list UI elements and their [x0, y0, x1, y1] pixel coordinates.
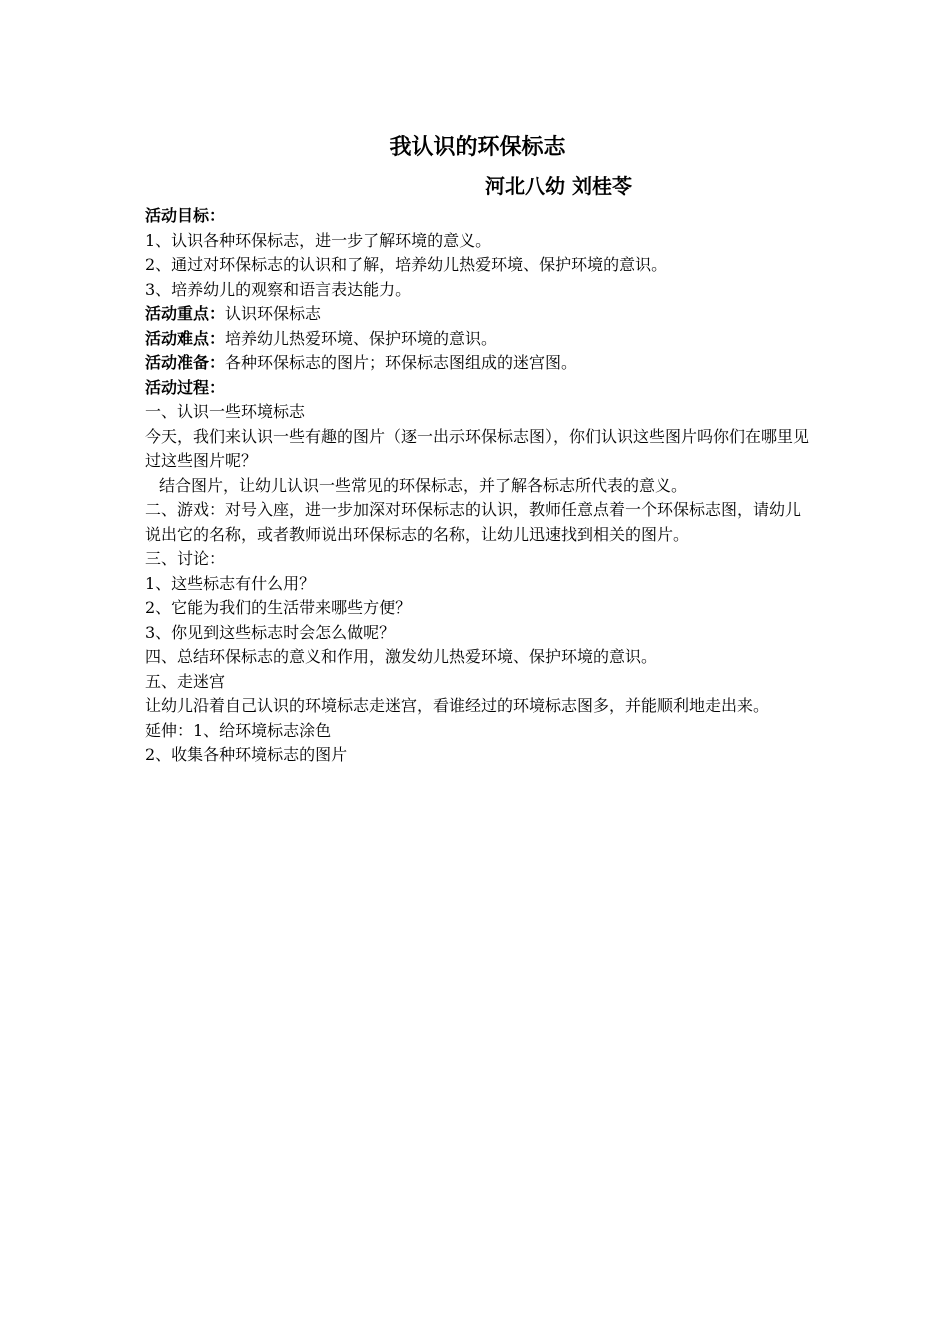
discussion-item: 1、这些标志有什么用？: [145, 573, 316, 593]
key-point: [145, 302, 810, 327]
extension-item: 2、收集各种环境标志的图片: [145, 745, 348, 764]
goal-item: 1、认识各种环保标志，进一步了解环境的意义。: [145, 230, 492, 250]
process-step: 五、走迷宫: [145, 671, 226, 691]
process-step: 四、总结环保标志的意义和作用，激发幼儿热爱环境、保护环境的意识。: [145, 647, 658, 666]
process-heading: 活动过程：: [145, 377, 226, 397]
discussion-item: 2、它能为我们的生活带来哪些方便？: [145, 598, 412, 617]
process-paragraph: 结合图片，让幼儿认识一些常见的环保标志，并了解各标志所代表的意义。: [159, 475, 688, 495]
process-step: 二、游戏：对号入座，进一步加深对环保标志的认识，教师任意点着一个环保标志图，请幼儿说出它的名称，或者教师说出环保标志的名称，让幼儿迅速找到相关的图片。: [145, 500, 802, 544]
difficulty-text: 培养幼儿热爱环境、保护环境的意识。: [225, 328, 498, 348]
document-page: [145, 128, 810, 768]
document-title: 我认识的环保标志: [389, 135, 566, 160]
key-point-label: 活动重点：: [145, 304, 226, 323]
preparation-label: 活动准备：: [145, 353, 226, 372]
preparation-text: 各种环保标志的图片；环保标志图组成的迷宫图。: [225, 353, 578, 372]
document-author: 河北八幼 刘桂苓: [485, 174, 632, 198]
difficulty-label: 活动难点：: [145, 328, 226, 348]
process-paragraph: 今天，我们来认识一些有趣的图片（逐一出示环保标志图），你们认识这些图片吗你们在哪里见过这些图片呢？: [145, 426, 810, 470]
process-paragraph: 让幼儿沿着自己认识的环境标志走迷宫，看谁经过的环境标志图多，并能顺利地走出来。: [145, 696, 770, 715]
preparation: [145, 351, 810, 376]
process-step: 一、认识一些环境标志: [145, 402, 306, 421]
discussion-item: 3、你见到这些标志时会怎么做呢？: [145, 622, 396, 642]
goals-heading: 活动目标：: [145, 206, 226, 225]
key-point-text: 认识环保标志: [225, 304, 322, 323]
extension-item: 延伸：1、给环境标志涂色: [145, 720, 332, 740]
difficulty: [145, 327, 810, 352]
process-step: 三、讨论：: [145, 549, 226, 568]
goal-item: 2、通过对环保标志的认识和了解，培养幼儿热爱环境、保护环境的意识。: [145, 255, 668, 274]
goal-item: 3、培养幼儿的观察和语言表达能力。: [145, 279, 412, 299]
